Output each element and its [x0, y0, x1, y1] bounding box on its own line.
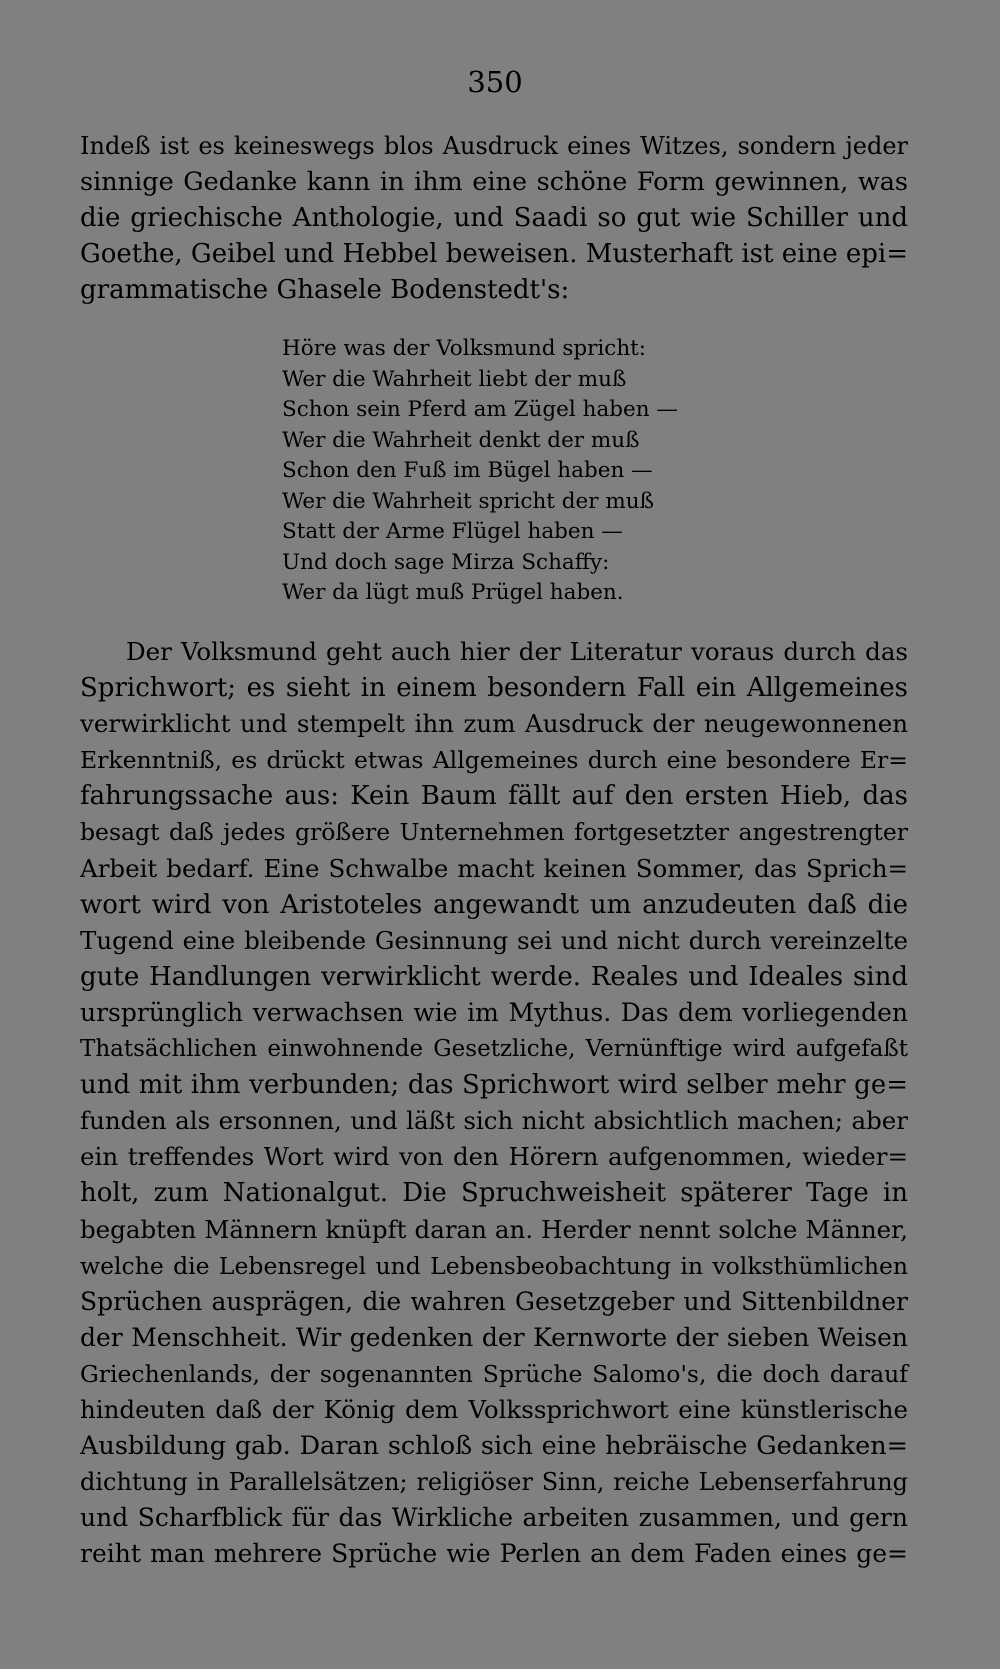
text-line: und Scharfblick für das Wirkliche arbeiten zusammen, und gern	[80, 1503, 908, 1533]
text-line: fahrungssache aus: Kein Baum fällt auf den ersten Hieb, das	[80, 781, 908, 812]
paragraph-1	[80, 128, 908, 308]
text-line: der Menschheit. Wir gedenken der Kernworte der sieben Weisen	[80, 1322, 908, 1352]
poem-line: Schon sein Pferd am Zügel haben —	[282, 397, 678, 422]
text-line: Der Volksmund geht auch hier der Literatur voraus durch das	[126, 637, 908, 666]
text-line: hindeuten daß der König dem Volkssprichwort eine künstlerische	[80, 1394, 908, 1424]
poem-line: Wer die Wahrheit denkt der muß	[282, 427, 640, 453]
text-line: begabten Männern knüpft daran an. Herder nennt solche Männer,	[80, 1214, 908, 1244]
text-line: reiht man mehrere Sprüche wie Perlen an dem Faden eines ge=	[80, 1539, 908, 1569]
poem-line: Wer da lügt muß Prügel haben.	[282, 580, 624, 605]
poem-line: Statt der Arme Flügel haben —	[282, 519, 623, 544]
text-line: holt, zum Nationalgut. Die Spruchweisheit späterer Tage in	[80, 1178, 908, 1209]
text-line: Griechenlands, der sogenannten Sprüche Salomo's, die doch darauf	[80, 1359, 908, 1388]
poem-line: Wer die Wahrheit liebt der muß	[282, 366, 627, 392]
text-line: verwirklicht und stempelt ihn zum Ausdruck der neugewonnenen	[80, 709, 908, 739]
text-line: die griechische Anthologie, und Saadi so gut wie Schiller und	[80, 203, 908, 233]
text-line: sinnige Gedanke kann in ihm eine schöne Form gewinnen, was	[80, 167, 908, 197]
text-line: besagt daß jedes größere Unternehmen fortgesetzter angestrengter	[80, 818, 908, 847]
text-line: Erkenntniß, es drückt etwas Allgemeines durch eine besondere Er=	[80, 746, 908, 775]
text-line: ursprünglich verwachsen wie im Mythus. Das dem vorliegenden	[80, 997, 908, 1027]
text-line: und mit ihm verbunden; das Sprichwort wird selber mehr ge=	[80, 1070, 908, 1101]
text-line: funden als ersonnen, und läßt sich nicht absichtlich machen; aber	[80, 1106, 908, 1136]
text-line: gute Handlungen verwirklicht werde. Reales und Ideales sind	[80, 961, 908, 992]
text-line: Tugend eine bleibende Gesinnung sei und nicht durch vereinzelte	[80, 925, 908, 955]
text-line: grammatische Ghasele Bodenstedt's:	[80, 275, 570, 305]
paragraph-2	[80, 634, 908, 1572]
text-line: Arbeit bedarf. Eine Schwalbe macht keinen Sommer, das Sprich=	[80, 853, 908, 883]
poem-line: Höre was der Volksmund spricht:	[282, 336, 647, 361]
text-line: welche die Lebensregel und Lebensbeobachtung in volksthümlichen	[80, 1251, 908, 1280]
text-line: wort wird von Aristoteles angewandt um anzudeuten daß die	[80, 889, 908, 920]
text-line: Sprichwort; es sieht in einem besondern Fall ein Allgemeines	[80, 673, 908, 704]
text-line: Ausbildung gab. Daran schloß sich eine hebräische Gedanken=	[80, 1431, 908, 1462]
text-line: Sprüchen ausprägen, die wahren Gesetzgeber und Sittenbildner	[80, 1286, 908, 1316]
poem-block	[282, 334, 702, 609]
poem-line: Schon den Fuß im Bügel haben —	[282, 458, 653, 483]
poem-line: Wer die Wahrheit spricht der muß	[282, 488, 654, 514]
text-line: Thatsächlichen einwohnende Gesetzliche, Vernünftige wird aufgefaßt	[80, 1036, 908, 1063]
poem-line: Und doch sage Mirza Schaffy:	[282, 549, 610, 575]
text-line: Goethe, Geibel und Hebbel beweisen. Musterhaft ist eine epi=	[80, 239, 908, 269]
page-number: 350	[467, 65, 523, 99]
text-line: Indeß ist es keineswegs blos Ausdruck eines Witzes, sondern jeder	[80, 132, 908, 160]
text-line: dichtung in Parallelsätzen; religiöser Sinn, reiche Lebenserfahrung	[80, 1468, 908, 1497]
text-line: ein treffendes Wort wird von den Hörern aufgenommen, wieder=	[80, 1142, 908, 1172]
